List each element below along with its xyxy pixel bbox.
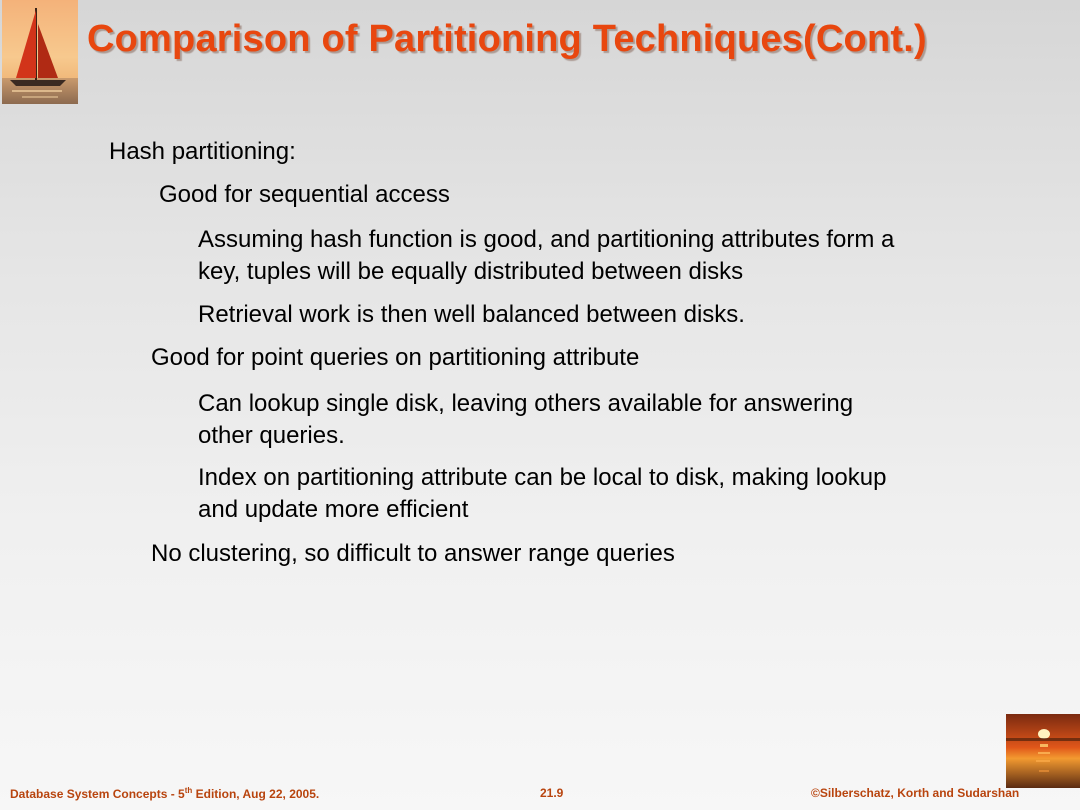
footer-copyright: ©Silberschatz, Korth and Sudarshan <box>811 786 1020 800</box>
bullet-level2: Good for sequential access <box>159 181 450 208</box>
bullet-level1: Hash partitioning: <box>109 138 296 165</box>
footer-course: Database System Concepts - 5th Edition, Aug 22, 2005. <box>10 786 320 801</box>
bullet-level3: Retrieval work is then well balanced between disks. <box>198 301 745 328</box>
bullet-level3: Can lookup single disk, leaving others available for answering <box>198 390 854 417</box>
bullet-level3: Index on partitioning attribute can be local to disk, making lookup <box>198 464 887 491</box>
bullet-level3-cont: key, tuples will be equally distributed between disks <box>198 258 744 285</box>
bullet-level2: No clustering, so difficult to answer range queries <box>151 540 675 567</box>
footer-page-number: 21.9 <box>540 786 564 800</box>
bullet-level2: Good for point queries on partitioning attribute <box>151 344 640 371</box>
sailboat-logo <box>2 0 78 104</box>
bullet-level3: Assuming hash function is good, and partitioning attributes form a <box>198 226 895 253</box>
bullet-level3-cont: and update more efficient <box>198 496 469 523</box>
slide-title: Comparison of Partitioning Techniques(Cont.) <box>87 18 927 60</box>
bullet-level3-cont: other queries. <box>198 422 345 449</box>
sunset-image <box>1006 714 1080 788</box>
